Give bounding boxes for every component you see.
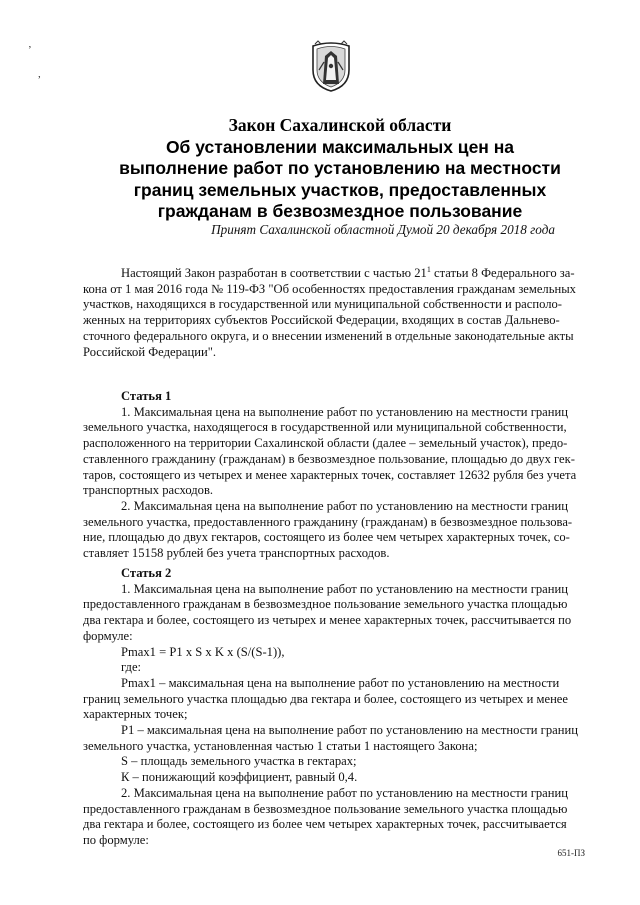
paragraph-line: 1. Максимальная цена на выполнение работ по установлению на местности границ xyxy=(121,404,568,419)
paragraph-line: P1 – максимальная цена на выполнение работ по установлению на местности границ xyxy=(121,723,578,738)
paragraph-line: Российской Федерации". xyxy=(83,344,216,359)
article-2 xyxy=(83,566,588,849)
paragraph-line: участков, находящихся в государственной или муниципальной собственности и располо- xyxy=(83,297,562,312)
law-title-line: Закон Сахалинской области xyxy=(228,115,452,135)
paragraph-line: кона от 1 мая 2016 года № 119-ФЗ "Об особенностях предоставления гражданам земельных xyxy=(83,281,576,296)
paragraph-line: предоставленного гражданам в безвозмездное пользование земельного участка площадью xyxy=(83,801,568,816)
paragraph-line: ставляет 15158 рублей без учета транспортных расходов. xyxy=(83,546,390,561)
paragraph-line: женных на территориях субъектов Российской Федерации, входящих в состав Дальнево- xyxy=(83,313,560,328)
paragraph-line: 2. Максимальная цена на выполнение работ по установлению на местности границ xyxy=(121,785,568,800)
superscript: 1 xyxy=(426,264,431,274)
paragraph-line: земельного участка, находящегося в государственной или муниципальной собственности, xyxy=(83,420,567,435)
paragraph-line: предоставленного гражданам в безвозмездное пользование земельного участка площадью xyxy=(83,597,568,612)
paragraph-line: ставленного гражданину (гражданам) в безвозмездное пользование, площадью до двух гек- xyxy=(83,451,575,466)
paragraph-line: ние, площадью до двух гектаров, состоящего из более чем четырех характерных точек, со- xyxy=(83,530,570,545)
paragraph-line: формуле: xyxy=(83,628,133,643)
law-title-line: выполнение работ по установлению на местности xyxy=(119,158,561,178)
law-title-line: Об установлении максимальных цен на xyxy=(165,136,515,157)
document-code: 651-ПЗ xyxy=(557,848,585,858)
paragraph-line: где: xyxy=(121,660,142,675)
scan-mark: ‚ xyxy=(28,38,32,50)
article-heading: Статья 2 xyxy=(121,566,172,580)
paragraph-line: расположенного на территории Сахалинской области (далее – земельный участок), предо- xyxy=(83,436,568,451)
paragraph-line: сточного федерального округа, и о внесении изменений в отдельные законодательные акты xyxy=(83,328,574,343)
law-title xyxy=(60,115,620,223)
article-1 xyxy=(83,389,588,562)
paragraph-line: транспортных расходов. xyxy=(83,483,214,498)
adoption-note: Принят Сахалинской областной Думой 20 декабря 2018 года xyxy=(211,222,555,237)
paragraph-line: границ земельного участка площадью два гектара и более, состоящего из четырех и менее xyxy=(83,691,568,706)
law-title-line: гражданам в безвозмездное пользование xyxy=(157,201,523,221)
formula: Pmax1 = P1 x S x K x (S/(S-1)), xyxy=(121,644,285,659)
paragraph-line: земельного участка, предоставленного гражданину (гражданам) в безвозмездное пользова- xyxy=(83,514,573,529)
scan-mark: , xyxy=(38,68,41,80)
paragraph-line: Pmax1 – максимальная цена на выполнение работ по установлению на местности xyxy=(121,675,560,690)
paragraph-line: два гектара и более, состоящего из четырех и менее характерных точек, рассчитывается по xyxy=(83,613,572,628)
paragraph-line: по формуле: xyxy=(83,832,149,847)
paragraph-line: Настоящий Закон разработан в соответствии с частью $21^1$ статьи 8 Федерального за- xyxy=(121,264,575,280)
paragraph-line: два гектара и более, состоящего из более чем четырех характерных точек, рассчитывается xyxy=(83,817,567,832)
article-heading: Статья 1 xyxy=(121,389,172,403)
preamble xyxy=(83,266,588,360)
law-title-line: границ земельных участков, предоставленных xyxy=(133,179,547,200)
paragraph-line: К – понижающий коэффициент, равный 0,4. xyxy=(121,770,358,785)
paragraph-line: S – площадь земельного участка в гектарах; xyxy=(121,754,357,769)
paragraph-line: 2. Максимальная цена на выполнение работ по установлению на местности границ xyxy=(121,498,568,513)
paragraph-line: характерных точек; xyxy=(83,707,188,722)
paragraph-line: земельного участка, установленная частью 1 статьи 1 настоящего Закона; xyxy=(83,738,478,753)
paragraph-line: 1. Максимальная цена на выполнение работ по установлению на местности границ xyxy=(121,581,568,596)
coat-of-arms-emblem xyxy=(309,40,353,92)
paragraph-line: таров, состоящего из четырех и менее характерных точек, составляет 12632 рубля без учета xyxy=(83,467,577,482)
